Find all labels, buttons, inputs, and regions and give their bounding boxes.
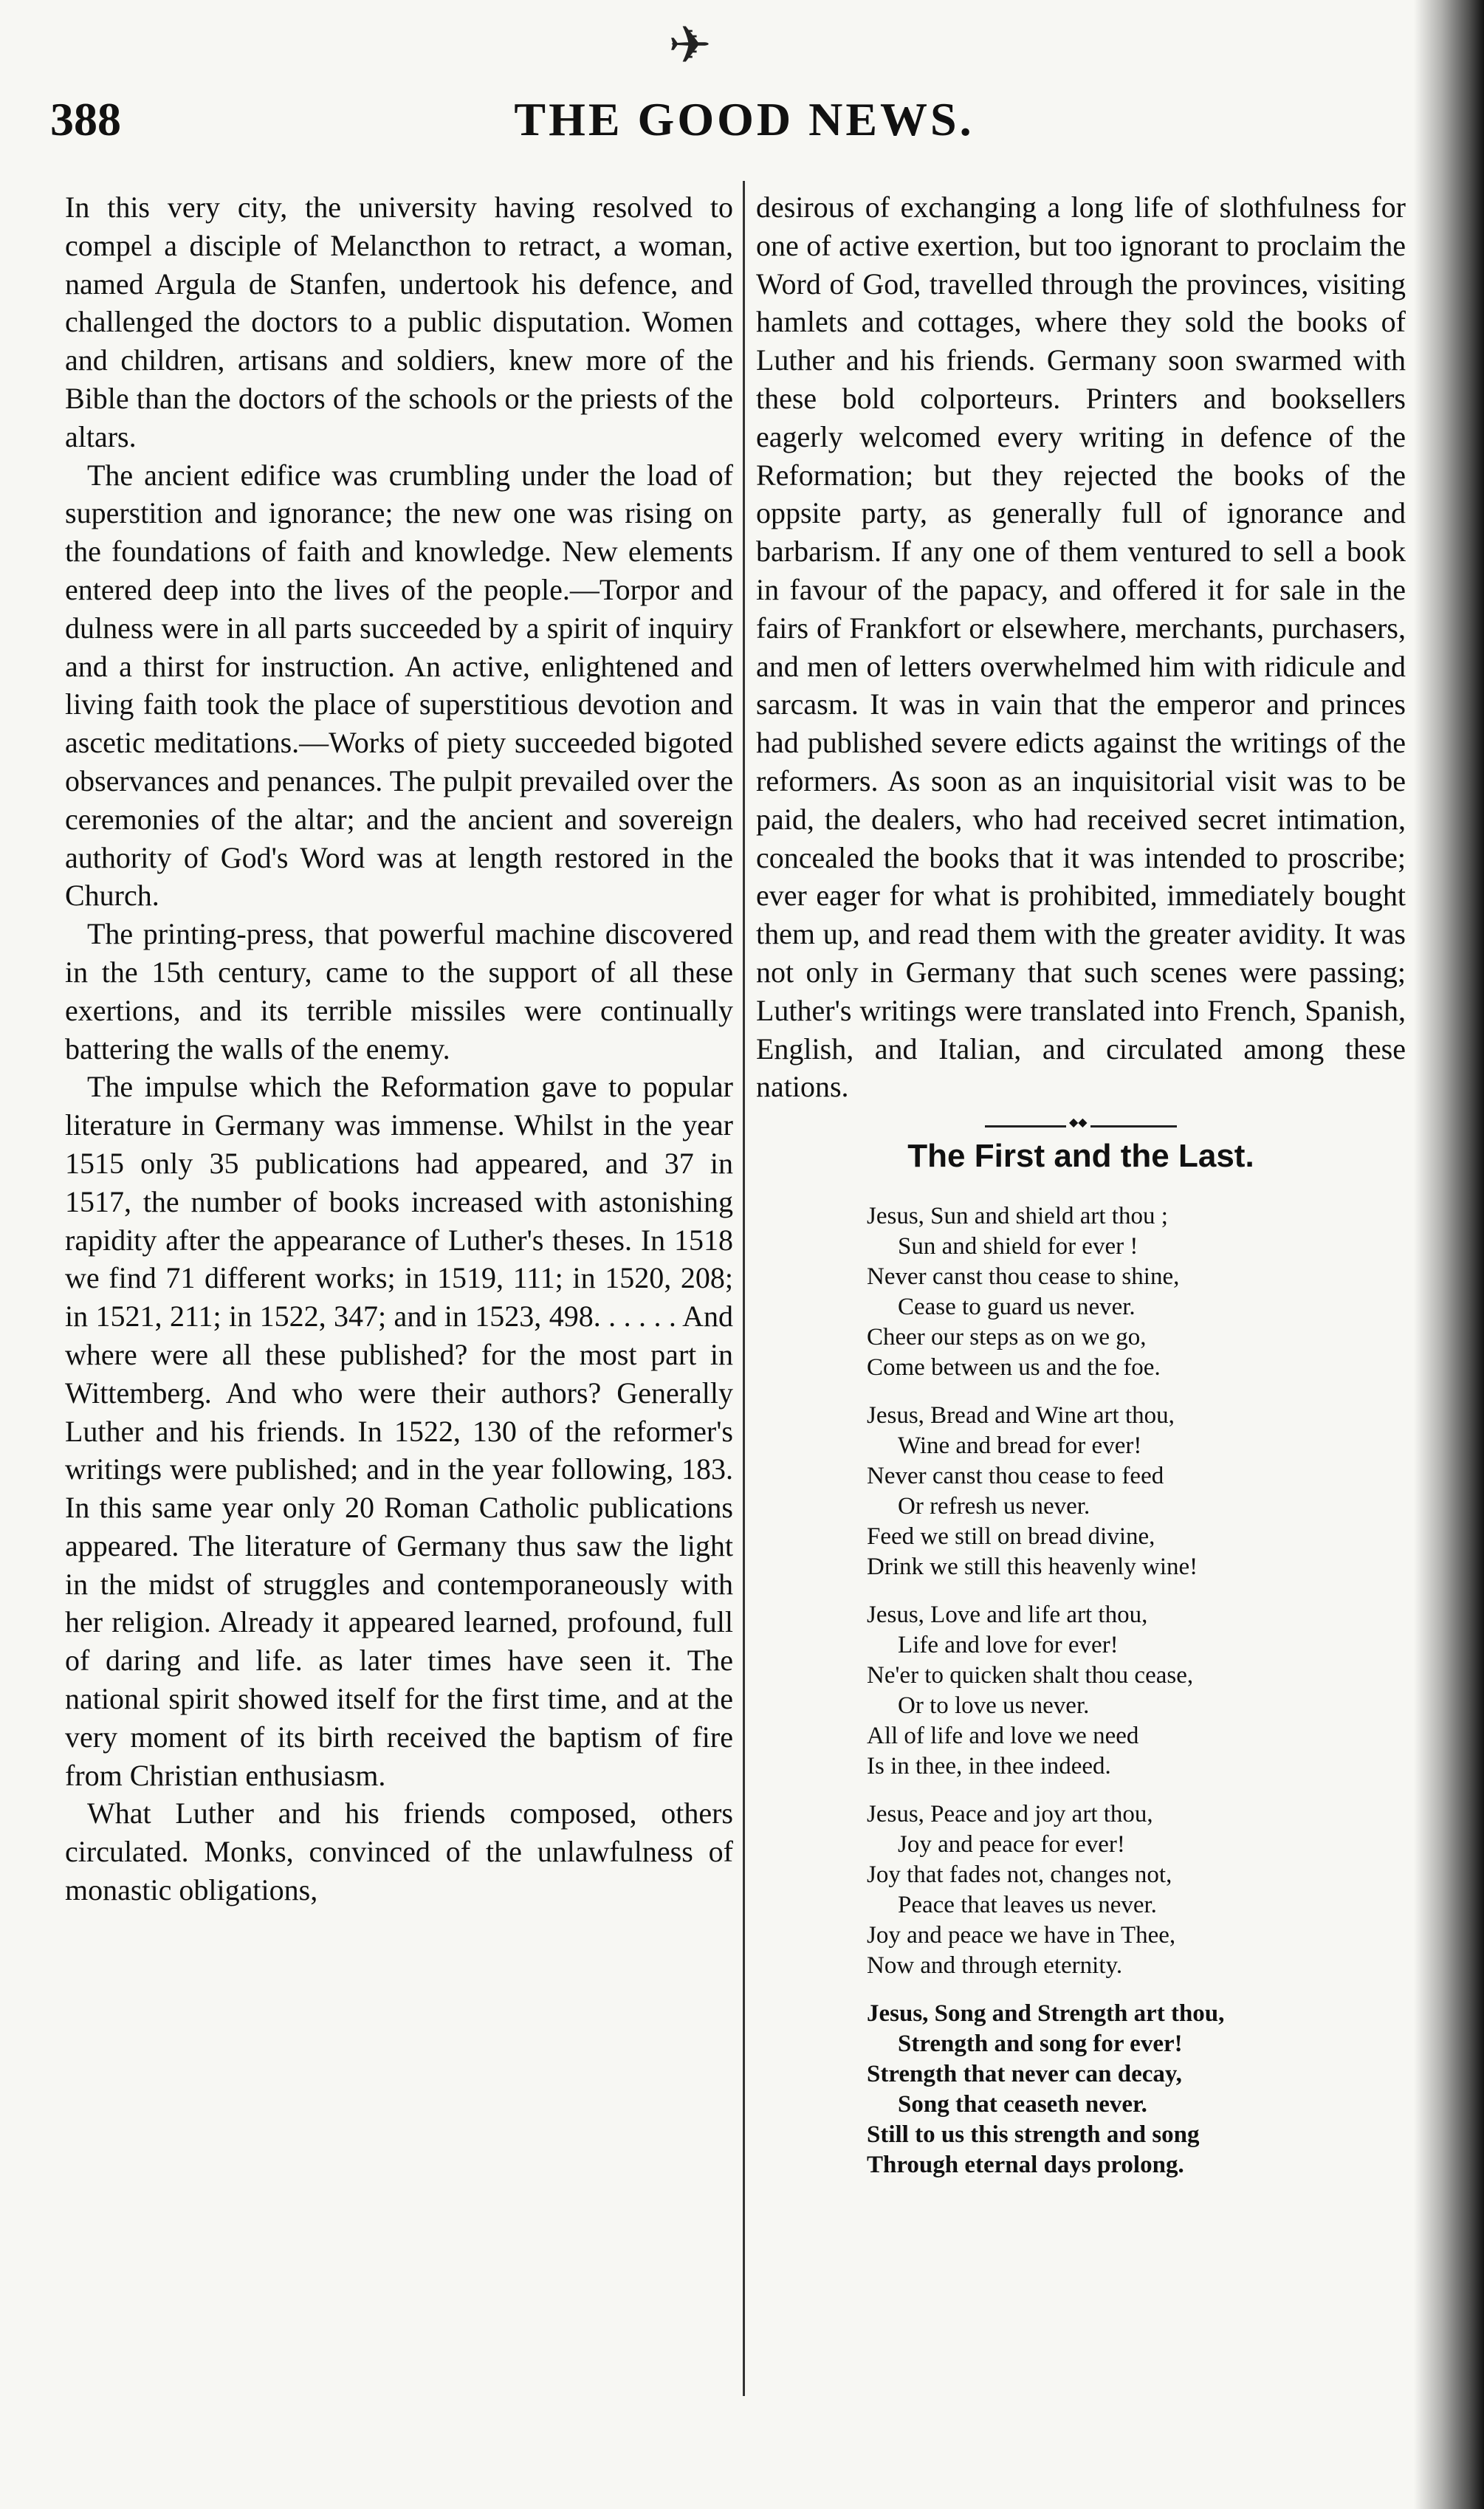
poem-line: Ne'er to quicken shalt thou cease,	[867, 1662, 1194, 1689]
poem-line: Jesus, Peace and joy art thou,	[867, 1801, 1153, 1828]
poem-stanza	[867, 1401, 1406, 1582]
poem-line: Drink we still this heavenly wine!	[867, 1554, 1198, 1581]
paragraph: The printing-press, that powerful machine discovered in the 15th century, came to the support of all these exertions, and its terrible missiles were continually battering the walls of the enemy.	[65, 917, 733, 1065]
poem-line: Still to us this strength and song	[867, 2121, 1200, 2149]
page-number: 388	[50, 93, 121, 145]
poem-line: Strength and song for ever!	[898, 2031, 1183, 2058]
poem	[756, 1201, 1406, 2180]
poem-line: Wine and bread for ever!	[898, 1432, 1142, 1460]
poem-line: Through eternal days prolong.	[867, 2152, 1184, 2179]
printer-mark-icon: ✈	[668, 18, 712, 75]
paragraph: The impulse which the Reformation gave to popular literature in Germany was immense. Whilst in the year 1515 only 35 publications had appeared, and 37 in 1517, the number of books increased with astonishing rapidity after the appearance of Luther's theses. In 1518 we find 71 different works; in 1519, 111; in 1520, 208; in 1521, 211; in 1522, 347; and in 1523, 498. . . . . . And where were all these published? for the most part in Wittemberg. And who were their authors? Generally Luther and his friends. In 1522, 130 of the reformer's writings were published; and in the year following, 183. In this same year only 20 Roman Catholic publications appeared. The literature of Germany thus saw the light in the midst of struggles and contemporaneously with her religion. Already it appeared learned, profound, full of daring and life. as later times have seen it. The national spirit showed itself for the first time, and at the very moment of its birth received the baptism of fire from Christian enthusiasm.	[65, 1070, 733, 1792]
section-divider	[985, 1125, 1177, 1127]
poem-line: Sun and shield for ever !	[898, 1233, 1138, 1260]
poem-line: Strength that never can decay,	[867, 2061, 1182, 2088]
poem-line: Song that ceaseth never.	[898, 2091, 1147, 2118]
poem-line: Jesus, Sun and shield art thou ;	[867, 1203, 1168, 1230]
paragraph: The ancient edifice was crumbling under the load of superstition and ignorance; the new one was rising on the foundations of faith and knowledge. New elements entered deep into the lives of the people.—Torpor and dulness were in all parts succeeded by a spirit of inquiry and a thirst for instruction. An active, enlightened and living faith took the place of superstitious devotion and ascetic meditations.—Works of piety succeeded bigoted observances and penances. The pulpit prevailed over the ceremonies of the altar; and the ancient and sovereign authority of God's Word was at length restored in the Church.	[65, 458, 733, 913]
poem-line: Joy and peace for ever!	[898, 1831, 1125, 1858]
poem-line: Jesus, Song and Strength art thou,	[867, 2000, 1225, 2028]
running-head	[50, 92, 1438, 166]
paragraph: What Luther and his friends composed, others circulated. Monks, convinced of the unlawfulness of monastic obligations,	[65, 1796, 733, 1907]
column-rule	[743, 181, 745, 2396]
poem-line: Feed we still on bread divine,	[867, 1523, 1155, 1551]
poem-line: Never canst thou cease to feed	[867, 1463, 1164, 1490]
poem-line: Life and love for ever!	[898, 1632, 1119, 1659]
poem-line: Come between us and the foe.	[867, 1354, 1161, 1382]
poem-line: Peace that leaves us never.	[898, 1892, 1157, 1919]
paragraph: In this very city, the university having resolved to compel a disciple of Melancthon to retract, a woman, named Argula de Stanfen, undertook his defence, and challenged the doctors to a public disputation. Women and children, artisans and soldiers, knew more of the Bible than the doctors of the schools or the priests of the altars.	[65, 191, 733, 453]
poem-line: All of life and love we need	[867, 1723, 1139, 1750]
poem-line: Jesus, Bread and Wine art thou,	[867, 1402, 1175, 1429]
poem-line: Never canst thou cease to shine,	[867, 1263, 1180, 1291]
poem-line: Cease to guard us never.	[898, 1294, 1136, 1321]
poem-line: Joy that fades not, changes not,	[867, 1861, 1172, 1889]
journal-title: THE GOOD NEWS.	[514, 93, 975, 145]
poem-line: Now and through eternity.	[867, 1952, 1123, 1980]
poem-stanza	[867, 1201, 1406, 1383]
poem-stanza	[867, 1600, 1406, 1782]
left-column	[65, 188, 733, 1909]
page-edge-shadow	[1414, 0, 1484, 2509]
poem-line: Or refresh us never.	[898, 1493, 1090, 1520]
poem-line: Jesus, Love and life art thou,	[867, 1602, 1148, 1629]
poem-line: Or to love us never.	[898, 1692, 1090, 1720]
poem-stanza	[867, 1799, 1406, 1981]
poem-line: Cheer our steps as on we go,	[867, 1324, 1147, 1351]
poem-line: Joy and peace we have in Thee,	[867, 1922, 1176, 1949]
paragraph: desirous of exchanging a long life of slothfulness for one of active exertion, but too ignorant to proclaim the Word of God, travelled through the provinces, visiting hamlets and cottages, where they sold the books of Luther and his friends. Germany soon swarmed with these bold colporteurs. Printers and booksellers eagerly welcomed every writing in defence of the Reformation; but they rejected the books of the oppsite party, as generally full of ignorance and barbarism. If any one of them ventured to sell a book in favour of the papacy, and offered it for sale in the fairs of Frankfort or elsewhere, merchants, purchasers, and men of letters overwhelmed him with ridicule and sarcasm. It was in vain that the emperor and princes had published severe edicts against the writings of the reformers. As soon as an inquisitorial visit was to be paid, the dealers, who had received secret intimation, concealed the books that it was intended to proscribe; ever eager for what is prohibited, immediately bought them up, and read them with the greater avidity. It was not only in Germany that such scenes were passing; Luther's writings were translated into French, Spanish, English, and Italian, and circulated among these nations.	[756, 191, 1406, 1104]
poem-stanza	[867, 1999, 1406, 2180]
poem-line: Is in thee, in thee indeed.	[867, 1753, 1111, 1780]
right-column	[756, 188, 1406, 2198]
poem-title: The First and the Last.	[907, 1138, 1254, 1175]
